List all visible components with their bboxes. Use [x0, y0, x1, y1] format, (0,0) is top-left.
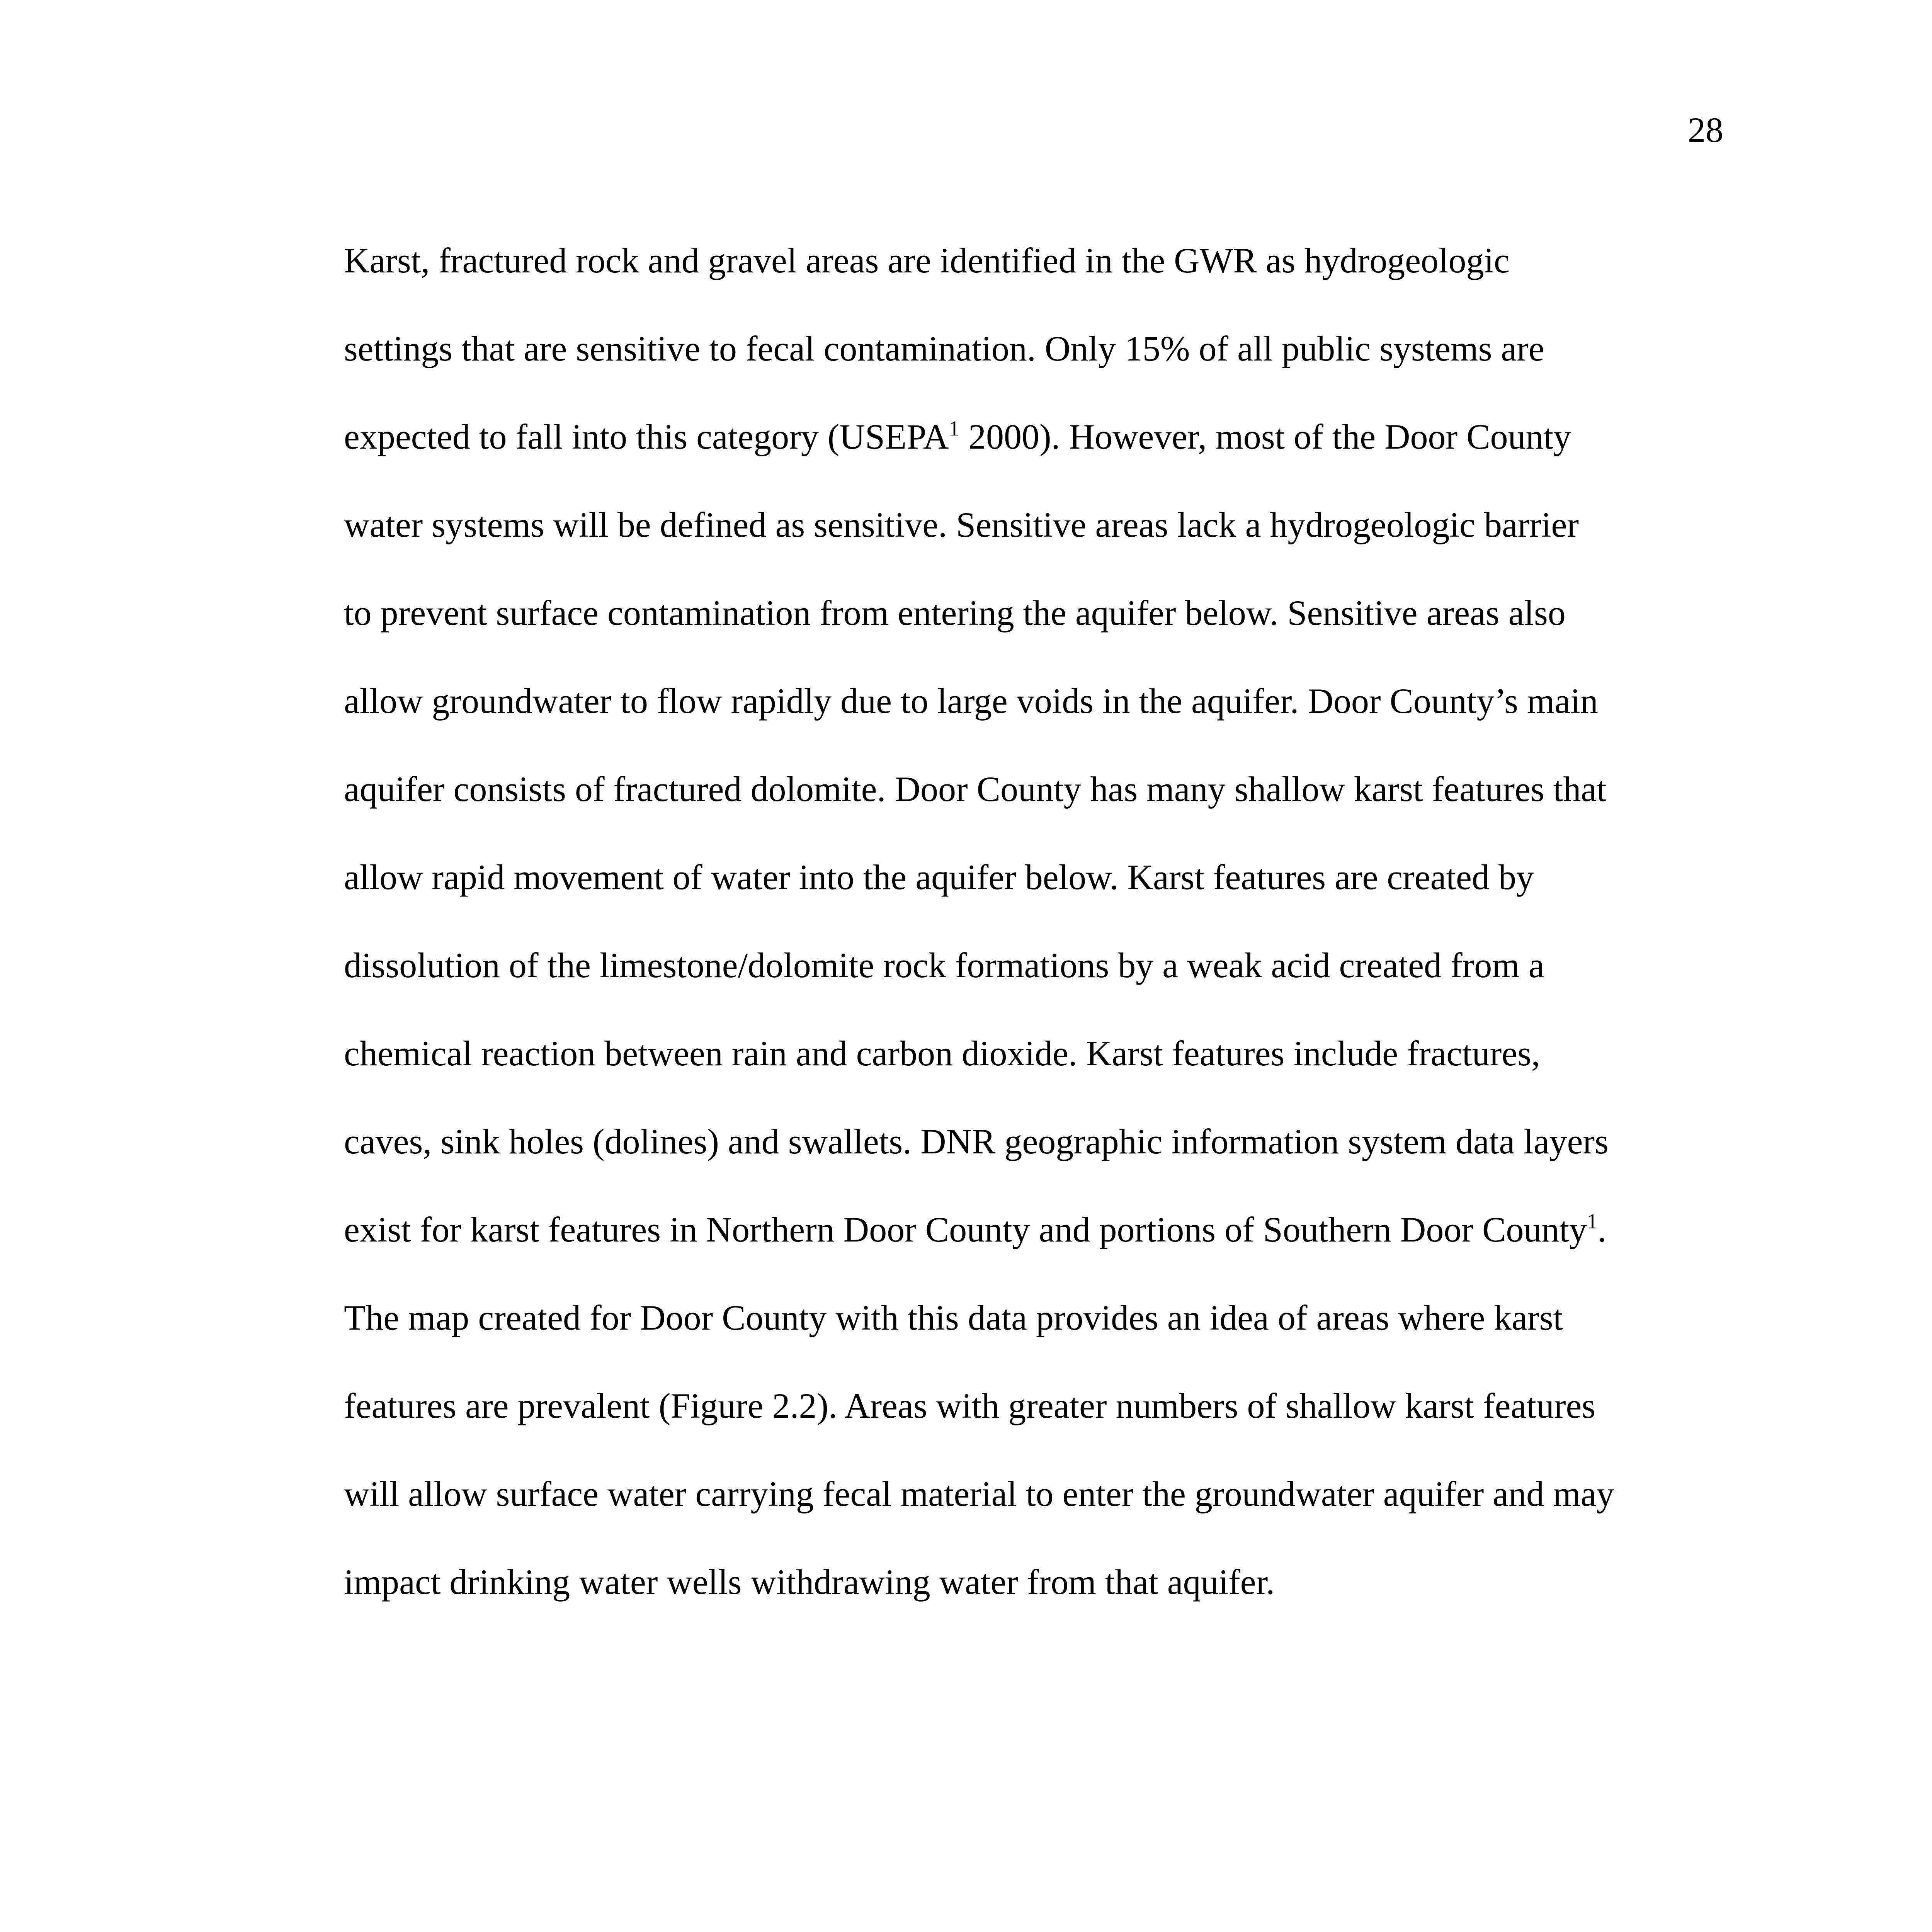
- paragraph-line: impact drinking water wells withdrawing water from that aquifer.: [344, 1562, 1275, 1602]
- paragraph-line: chemical reaction between rain and carbon dioxide. Karst features include fractures,: [344, 1034, 1540, 1073]
- page-number: 28: [1688, 110, 1723, 150]
- paragraph-line: features are prevalent (Figure 2.2). Areas with greater numbers of shallow karst features: [344, 1386, 1596, 1425]
- paragraph-line: Karst, fractured rock and gravel areas are identified in the GWR as hydrogeologic: [344, 241, 1510, 280]
- paragraph-line: The map created for Door County with this data provides an idea of areas where karst: [344, 1298, 1563, 1337]
- paragraph-line: aquifer consists of fractured dolomite. Door County has many shallow karst features that: [344, 769, 1607, 809]
- paragraph-line: settings that are sensitive to fecal contamination. Only 15% of all public systems are: [344, 329, 1544, 368]
- paragraph-line: caves, sink holes (dolines) and swallets. DNR geographic information system data layers: [344, 1122, 1609, 1161]
- paragraph-line: dissolution of the limestone/dolomite rock formations by a weak acid created from a: [344, 946, 1544, 985]
- paragraph-line: expected to fall into this category (USEPA$^1$ 2000). However, most of the Door County: [344, 416, 1571, 456]
- paragraph-line: to prevent surface contamination from entering the aquifer below. Sensitive areas also: [344, 593, 1566, 633]
- footnote-reference: 1: [949, 416, 959, 440]
- paragraph-line: exist for karst features in Northern Door County and portions of Southern Door County$^1$.: [344, 1209, 1607, 1249]
- body-paragraph: [344, 216, 1743, 1626]
- paragraph-line: water systems will be defined as sensitive. Sensitive areas lack a hydrogeologic barrier: [344, 505, 1579, 544]
- footnote-reference: 1: [1587, 1209, 1598, 1233]
- paragraph-line: allow rapid movement of water into the aquifer below. Karst features are created by: [344, 857, 1534, 897]
- paragraph-line: will allow surface water carrying fecal material to enter the groundwater aquifer and may: [344, 1474, 1614, 1514]
- paragraph-line: allow groundwater to flow rapidly due to large voids in the aquifer. Door County’s main: [344, 681, 1598, 721]
